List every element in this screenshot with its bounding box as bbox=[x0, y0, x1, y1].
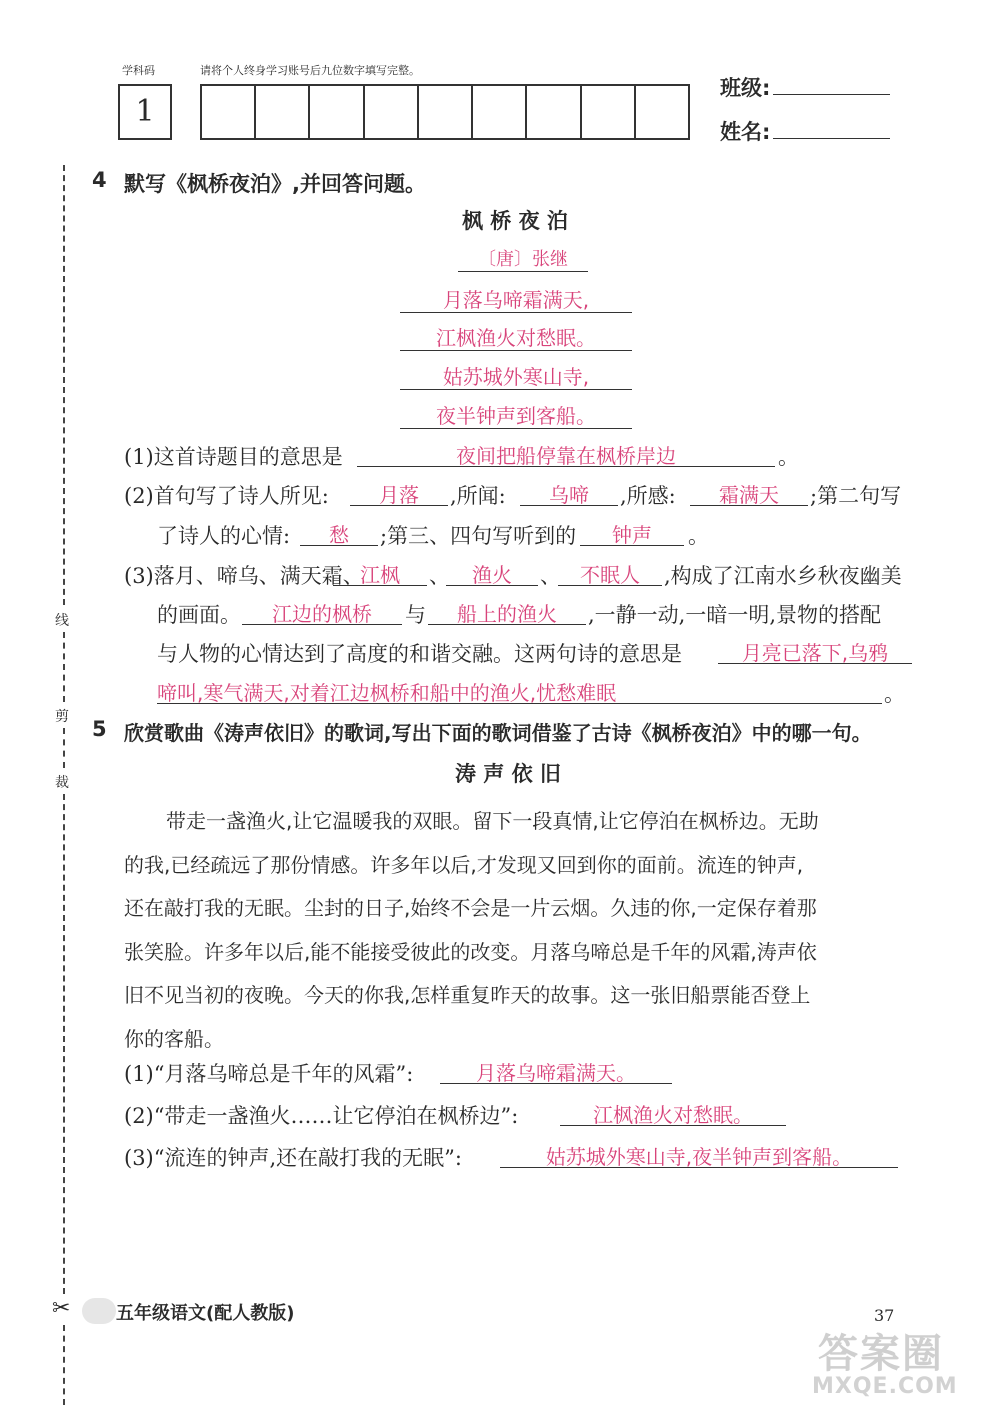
poem-line: 姑苏城外寒山寺, bbox=[400, 361, 632, 390]
answer-blank: 夜间把船停靠在枫桥岸边 bbox=[357, 440, 775, 467]
digit-box[interactable] bbox=[473, 86, 527, 138]
cut-line bbox=[63, 728, 65, 768]
sub-question-3: (3)“流连的钟声,还在敲打我的无眠”: bbox=[124, 1146, 462, 1170]
sub-question-3: (3)落月、啼乌、满天霜、 bbox=[124, 564, 364, 588]
account-instruction: 请将个人终身学习账号后九位数字填写完整。 bbox=[200, 64, 420, 77]
lyric-line: 还在敲打我的无眠。尘封的日子,始终不会是一片云烟。久违的你,一定保存着那 bbox=[124, 896, 817, 920]
digit-box[interactable] bbox=[419, 86, 473, 138]
question-number: 4 bbox=[92, 168, 107, 192]
question-text: ,一静一动,一暗一明,景物的搭配 bbox=[588, 603, 882, 627]
punctuation: 。 bbox=[778, 445, 799, 469]
class-field[interactable] bbox=[773, 94, 890, 95]
book-title: 五年级语文(配人教版) bbox=[116, 1303, 295, 1324]
answer-blank: 月落乌啼霜满天。 bbox=[440, 1057, 672, 1084]
answer-blank: 江枫渔火对愁眠。 bbox=[560, 1099, 786, 1126]
answer-blank: 江枫 bbox=[333, 559, 427, 586]
answer-blank: 乌啼 bbox=[520, 479, 618, 506]
lyric-line: 张笑脸。许多年以后,能不能接受彼此的改变。月落乌啼总是千年的风霜,涛声依 bbox=[124, 939, 817, 964]
sub-question-1: (1)“月落乌啼总是千年的风霜”: bbox=[124, 1062, 414, 1086]
question-text: ;第三、四句写听到的 bbox=[380, 524, 577, 548]
punctuation: 、 bbox=[429, 564, 450, 588]
lyric-line: 带走一盏渔火,让它温暖我的双眼。留下一段真情,让它停泊在枫桥边。无助 bbox=[166, 809, 819, 833]
answer-blank: 月亮已落下,乌鸦 bbox=[718, 637, 912, 664]
sub-question-1: (1)这首诗题目的意思是 bbox=[124, 445, 343, 469]
poem-line: 江枫渔火对愁眠。 bbox=[400, 322, 632, 351]
subject-code-label: 学科码 bbox=[122, 64, 155, 77]
answer-blank: 月落 bbox=[350, 479, 448, 506]
song-title: 涛 声 依 旧 bbox=[455, 762, 561, 786]
page-number: 37 bbox=[874, 1306, 895, 1325]
digit-box[interactable] bbox=[582, 86, 636, 138]
question-text: 与 bbox=[405, 603, 426, 627]
answer-blank: 姑苏城外寒山寺,夜半钟声到客船。 bbox=[500, 1141, 898, 1168]
question-text: ,构成了江南水乡秋夜幽美 bbox=[664, 564, 902, 588]
name-label: 姓名: bbox=[720, 120, 771, 144]
question-prompt: 默写《枫桥夜泊》,并回答问题。 bbox=[124, 172, 426, 196]
digit-box[interactable] bbox=[365, 86, 419, 138]
class-label: 班级: bbox=[720, 76, 771, 100]
lyric-line: 你的客船。 bbox=[124, 1026, 224, 1051]
digit-box[interactable] bbox=[636, 86, 688, 138]
punctuation: 。 bbox=[884, 682, 905, 706]
digit-box[interactable] bbox=[202, 86, 256, 138]
question-text: 了诗人的心情: bbox=[157, 524, 291, 548]
subject-code-value: 1 bbox=[135, 94, 155, 129]
poem-line: 月落乌啼霜满天, bbox=[400, 284, 632, 313]
answer-blank: 江边的枫桥 bbox=[242, 598, 402, 625]
lyric-line: 旧不见当初的夜晚。今天的你我,怎样重复昨天的故事。这一张旧船票能否登上 bbox=[124, 983, 811, 1007]
answer-blank: 钟声 bbox=[580, 519, 684, 546]
answer-blank: 愁 bbox=[300, 519, 378, 546]
question-text: ,所感: bbox=[620, 484, 676, 508]
footer-decor-icon bbox=[82, 1298, 116, 1324]
subject-code-box bbox=[118, 84, 172, 140]
cut-line-label: 剪 bbox=[55, 709, 69, 725]
name-field[interactable] bbox=[773, 138, 890, 139]
question-prompt: 欣赏歌曲《涛声依旧》的歌词,写出下面的歌词借鉴了古诗《枫桥夜泊》中的哪一句。 bbox=[124, 721, 872, 745]
cut-line bbox=[63, 165, 65, 605]
answer-blank: 啼叫,寒气满天,对着江边枫桥和船中的渔火,忧愁难眠 bbox=[157, 677, 882, 704]
cut-line-label: 线 bbox=[55, 613, 69, 629]
question-text: 与人物的心情达到了高度的和谐交融。这两句诗的意思是 bbox=[157, 642, 682, 666]
answer-blank: 渔火 bbox=[446, 559, 538, 586]
watermark-logo: 答案圈 bbox=[818, 1331, 944, 1377]
cut-line bbox=[63, 1325, 65, 1405]
lyric-line: 的我,已经疏远了那份情感。许多年以后,才发现又回到你的面前。流连的钟声, bbox=[124, 852, 804, 877]
question-number: 5 bbox=[92, 717, 107, 741]
digit-box[interactable] bbox=[256, 86, 310, 138]
punctuation: 、 bbox=[540, 564, 561, 588]
answer-blank: 船上的渔火 bbox=[428, 598, 586, 625]
poem-title: 枫 桥 夜 泊 bbox=[462, 209, 568, 233]
answer-blank: 霜满天 bbox=[690, 479, 808, 506]
sub-question-2: (2)“带走一盏渔火……让它停泊在枫桥边”: bbox=[124, 1104, 519, 1128]
account-digit-boxes[interactable] bbox=[200, 84, 690, 140]
cut-line bbox=[63, 632, 65, 702]
cut-line-label: 裁 bbox=[55, 775, 69, 791]
question-text: ;第二句写 bbox=[810, 484, 902, 508]
poem-author: 〔唐〕张继 bbox=[458, 245, 588, 272]
song-lyrics bbox=[124, 800, 914, 1061]
question-text: 的画面。 bbox=[157, 603, 241, 627]
poem-line: 夜半钟声到客船。 bbox=[400, 400, 632, 429]
digit-box[interactable] bbox=[527, 86, 581, 138]
digit-box[interactable] bbox=[310, 86, 364, 138]
watermark-url: MXQE.COM bbox=[812, 1374, 958, 1399]
punctuation: 。 bbox=[688, 524, 709, 548]
cut-line bbox=[63, 794, 65, 1294]
question-text: ,所闻: bbox=[450, 484, 506, 508]
scissors-icon: ✂ bbox=[52, 1296, 71, 1321]
answer-blank: 不眠人 bbox=[558, 559, 662, 586]
sub-question-2: (2)首句写了诗人所见: bbox=[124, 484, 329, 508]
